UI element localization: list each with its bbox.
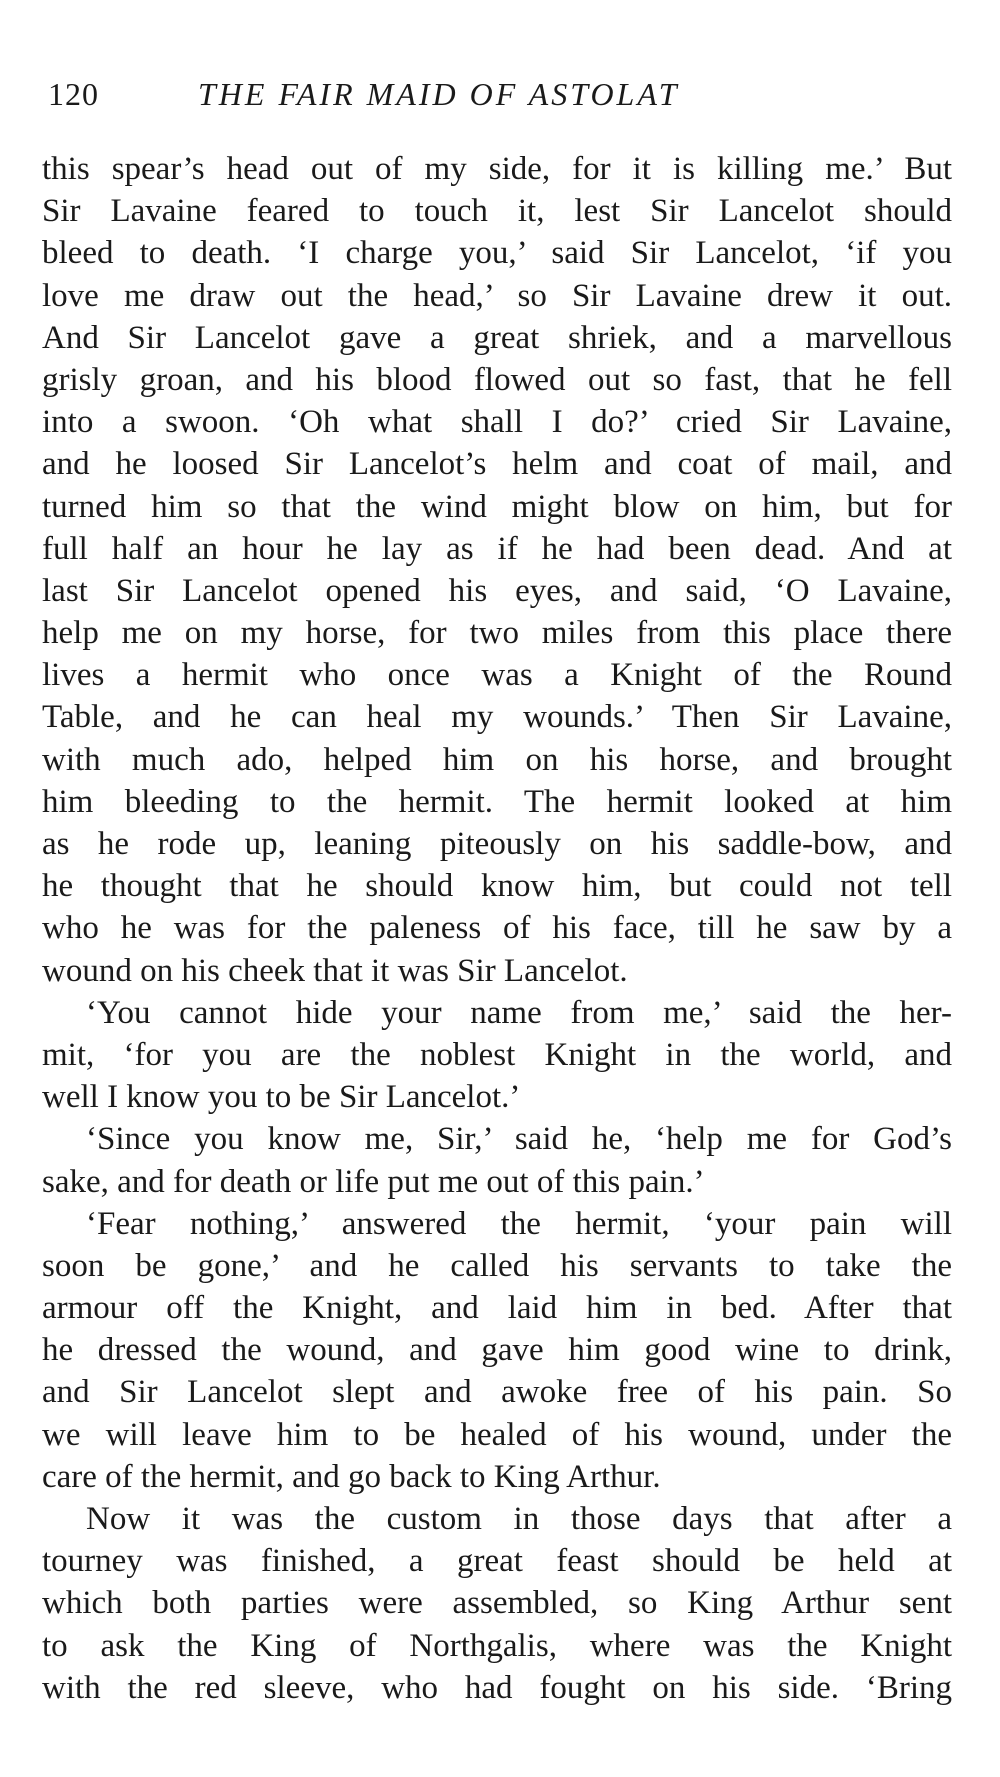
text-line: help me on my horse, for two miles from this place there xyxy=(42,615,952,652)
text-line: lives a hermit who once was a Knight of the Round xyxy=(42,657,952,694)
text-line: ‘You cannot hide your name from me,’ said the her- xyxy=(86,994,952,1031)
text-line: and Sir Lancelot slept and awoke free of his pain. So xyxy=(42,1374,952,1411)
paragraph xyxy=(42,1118,952,1202)
text-line: he dressed the wound, and gave him good wine to drink, xyxy=(42,1332,952,1369)
page-number: 120 xyxy=(48,76,99,112)
text-line: who he was for the paleness of his face, till he saw by a xyxy=(42,910,952,947)
text-line: armour off the Knight, and laid him in bed. After that xyxy=(42,1290,952,1327)
text-line: grisly groan, and his blood flowed out so fast, that he fell xyxy=(42,361,952,398)
paragraph xyxy=(42,1498,952,1709)
text-line: which both parties were assembled, so King Arthur sent xyxy=(42,1585,952,1622)
text-line: full half an hour he lay as if he had been dead. And at xyxy=(42,530,952,567)
text-line: wound on his cheek that it was Sir Lancelot. xyxy=(42,952,628,989)
running-title: THE FAIR MAID OF ASTOLAT xyxy=(198,76,680,112)
text-line: Sir Lavaine feared to touch it, lest Sir Lancelot should xyxy=(42,193,952,230)
text-line: soon be gone,’ and he called his servants to take the xyxy=(42,1247,952,1284)
paragraph xyxy=(42,992,952,1119)
text-line: to ask the King of Northgalis, where was the Knight xyxy=(42,1627,952,1664)
text-line: ‘Since you know me, Sir,’ said he, ‘help me for God’s xyxy=(86,1121,952,1158)
text-line: last Sir Lancelot opened his eyes, and said, ‘O Lavaine, xyxy=(42,572,952,609)
text-line: And Sir Lancelot gave a great shriek, and a marvellous xyxy=(42,319,952,356)
text-line: sake, and for death or life put me out of this pain.’ xyxy=(42,1163,705,1200)
text-line: he thought that he should know him, but could not tell xyxy=(42,868,952,905)
text-line: and he loosed Sir Lancelot’s helm and coat of mail, and xyxy=(42,446,952,483)
text-line: bleed to death. ‘I charge you,’ said Sir Lancelot, ‘if you xyxy=(42,235,952,272)
text-line: we will leave him to be healed of his wound, under the xyxy=(42,1416,952,1453)
text-line: mit, ‘for you are the noblest Knight in the world, and xyxy=(42,1036,952,1073)
text-line: this spear’s head out of my side, for it is killing me.’ But xyxy=(42,151,952,187)
body-text xyxy=(42,148,952,1709)
text-line: ‘Fear nothing,’ answered the hermit, ‘your pain will xyxy=(86,1205,952,1242)
running-head xyxy=(48,72,952,116)
text-line: with much ado, helped him on his horse, and brought xyxy=(42,741,952,778)
text-line: him bleeding to the hermit. The hermit looked at him xyxy=(42,783,952,820)
text-line: turned him so that the wind might blow on him, but for xyxy=(42,488,952,525)
text-line: love me draw out the head,’ so Sir Lavaine drew it out. xyxy=(42,277,952,314)
text-line: Now it was the custom in those days that after a xyxy=(86,1501,952,1537)
paragraph xyxy=(42,1203,952,1498)
text-line: as he rode up, leaning piteously on his saddle-bow, and xyxy=(42,826,952,862)
text-line: into a swoon. ‘Oh what shall I do?’ cried Sir Lavaine, xyxy=(42,404,952,441)
text-line: with the red sleeve, who had fought on his side. ‘Bring xyxy=(42,1669,952,1706)
text-line: well I know you to be Sir Lancelot.’ xyxy=(42,1079,521,1116)
text-line: tourney was finished, a great feast should be held at xyxy=(42,1543,952,1580)
text-line: Table, and he can heal my wounds.’ Then Sir Lavaine, xyxy=(42,699,952,736)
paragraph xyxy=(42,148,952,992)
text-line: care of the hermit, and go back to King Arthur. xyxy=(42,1458,661,1495)
